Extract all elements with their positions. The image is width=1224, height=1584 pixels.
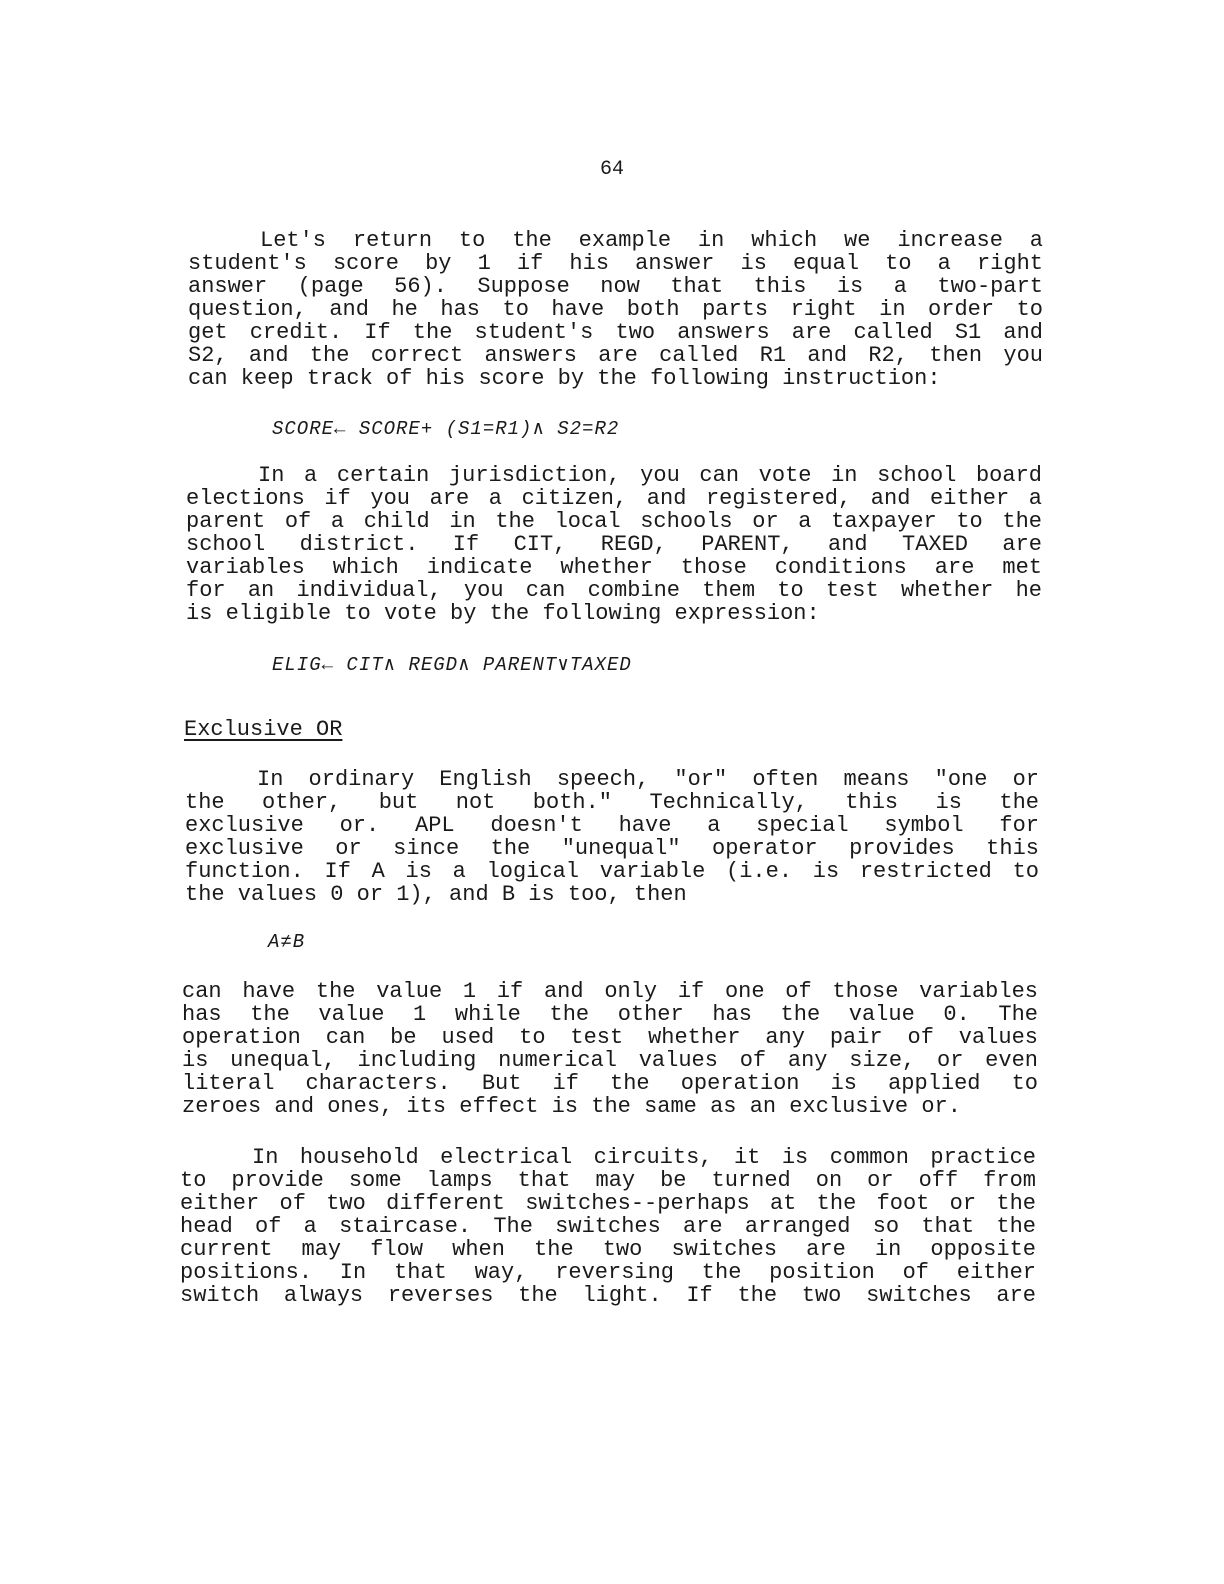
paragraph-line: can keep track of his score by the following instruction: (188, 366, 941, 391)
paragraph-line: elections if you are a citizen, and registered, and either a (186, 486, 1042, 511)
paragraph-line: answer (page 56). Suppose now that this is a two-part (188, 274, 1043, 299)
paragraph-exclusive-or (185, 768, 1039, 906)
paragraph-line: question, and he has to have both parts right in order to (188, 297, 1043, 322)
paragraph-line: positions. In that way, reversing the position of either (180, 1260, 1036, 1285)
paragraph-line: In a certain jurisdiction, you can vote in school board (258, 463, 1042, 488)
paragraph-unequal-operator (182, 980, 1038, 1118)
paragraph-line: function. If A is a logical variable (i.e. is restricted to (185, 859, 1039, 884)
paragraph-line: to provide some lamps that may be turned on or off from (180, 1168, 1036, 1193)
paragraph-line: variables which indicate whether those conditions are met (186, 555, 1042, 580)
paragraph-line: has the value 1 while the other has the value 0. The (182, 1002, 1038, 1027)
paragraph-line: is eligible to vote by the following expression: (186, 601, 820, 626)
paragraph-line: exclusive or. APL doesn't have a special symbol for (185, 813, 1039, 838)
paragraph-line: In ordinary English speech, "or" often means "one or (257, 767, 1039, 792)
paragraph-line: switch always reverses the light. If the two switches are (180, 1283, 1036, 1308)
paragraph-voting-example (186, 464, 1042, 625)
paragraph-line: Let's return to the example in which we increase a (260, 228, 1043, 253)
elig-formula: ELIG← CIT∧ REGD∧ PARENT∨TAXED (272, 654, 632, 676)
paragraph-line: get credit. If the student's two answers are called S1 and (188, 320, 1043, 345)
paragraph-line: S2, and the correct answers are called R1 and R2, then you (188, 343, 1043, 368)
paragraph-line: current may flow when the two switches are in opposite (180, 1237, 1036, 1262)
paragraph-line: is unequal, including numerical values of any size, or even (182, 1048, 1038, 1073)
paragraph-score-example (188, 229, 1043, 390)
paragraph-line: the other, but not both." Technically, this is the (185, 790, 1039, 815)
paragraph-line: student's score by 1 if his answer is equal to a right (188, 251, 1043, 276)
paragraph-line: the values 0 or 1), and B is too, then (185, 882, 687, 907)
section-heading: Exclusive OR (184, 717, 343, 742)
paragraph-line: In household electrical circuits, it is common practice (252, 1145, 1036, 1170)
paragraph-line: either of two different switches--perhaps at the foot or the (180, 1191, 1036, 1216)
paragraph-line: for an individual, you can combine them to test whether he (186, 578, 1042, 603)
paragraph-household-circuits (180, 1146, 1036, 1307)
paragraph-line: head of a staircase. The switches are arranged so that the (180, 1214, 1036, 1239)
page-number: 64 (599, 158, 624, 181)
paragraph-line: operation can be used to test whether any pair of values (182, 1025, 1038, 1050)
paragraph-line: exclusive or since the "unequal" operator provides this (185, 836, 1039, 861)
xor-formula: A≠B (268, 931, 306, 953)
paragraph-line: can have the value 1 if and only if one of those variables (182, 979, 1038, 1004)
paragraph-line: school district. If CIT, REGD, PARENT, and TAXED are (186, 532, 1042, 557)
paragraph-line: zeroes and ones, its effect is the same as an exclusive or. (182, 1094, 961, 1119)
score-formula: SCORE← SCORE+ (S1=R1)∧ S2=R2 (272, 418, 620, 440)
paragraph-line: parent of a child in the local schools or a taxpayer to the (186, 509, 1042, 534)
paragraph-line: literal characters. But if the operation is applied to (182, 1071, 1038, 1096)
